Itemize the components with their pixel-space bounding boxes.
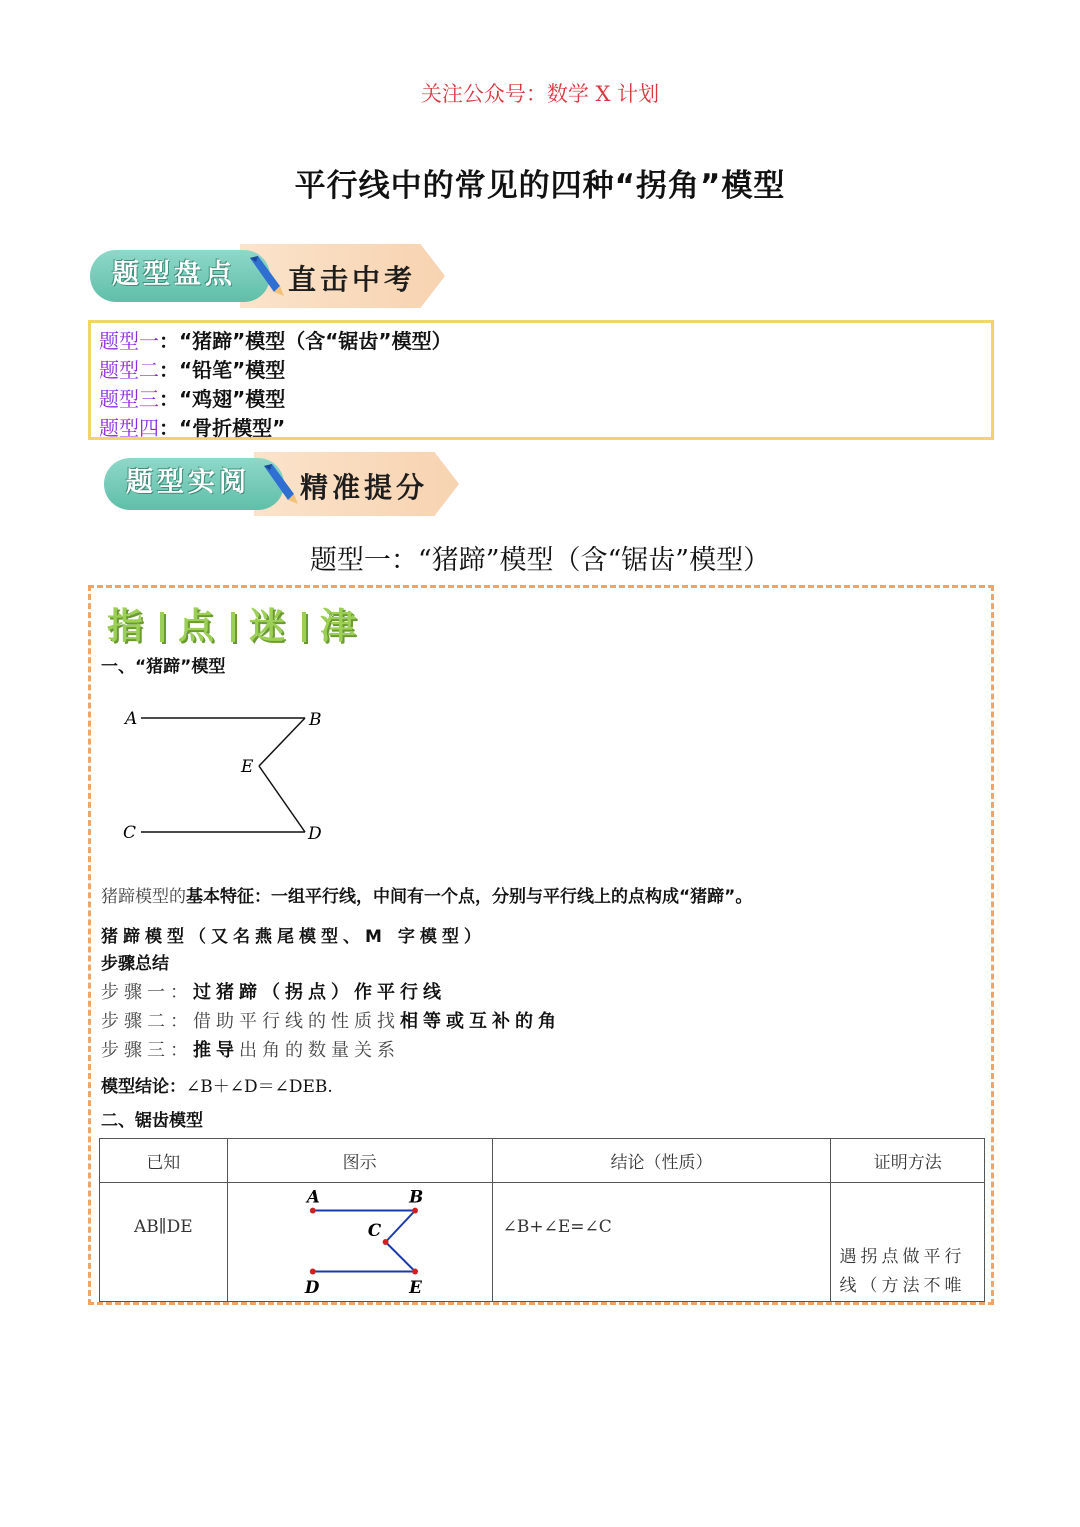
step-3 <box>101 1036 400 1062</box>
topic-tag: 题型四 <box>99 416 159 440</box>
topic-tag: 题型一 <box>99 329 159 353</box>
pig-hoof-figure <box>105 698 345 848</box>
step-label: 步骤三： <box>101 1040 193 1061</box>
point-label-d: D <box>308 824 322 844</box>
model-conclusion <box>101 1072 333 1097</box>
step-1 <box>101 978 446 1004</box>
banner-left-text: 题型实阅 <box>126 467 250 498</box>
figure-cell <box>227 1183 492 1302</box>
guide-char: 指 <box>107 606 147 647</box>
part2-heading: 二、锯齿模型 <box>101 1111 203 1131</box>
step-label: 步骤二： <box>101 1011 193 1032</box>
sawtooth-figure <box>228 1183 492 1301</box>
point-label-d: D <box>304 1277 320 1298</box>
topic-label: ：“铅笔”模型 <box>159 358 286 382</box>
conclusion-cell: ∠B+∠E=∠C <box>492 1183 831 1302</box>
header-note: 关注公众号：数学 X 计划 <box>420 82 660 106</box>
guide-heading <box>107 598 359 649</box>
table-header: 已知 <box>100 1139 228 1183</box>
topic-item <box>99 385 983 414</box>
step-bold: 过猪蹄（拐点）作平行线 <box>193 982 446 1003</box>
banner-topic-review <box>90 244 450 308</box>
topic-label: ：“鸡翅”模型 <box>159 387 286 411</box>
section-title: 题型一：“猪蹄”模型（含“锯齿”模型） <box>309 545 771 576</box>
topic-item <box>99 356 983 385</box>
topic-tag: 题型三 <box>99 387 159 411</box>
step-label: 步骤一： <box>101 982 193 1003</box>
table-row <box>100 1183 985 1302</box>
guide-char: 津 <box>320 606 360 647</box>
pen-icon <box>246 254 286 298</box>
feature-bold: 基本特征：一组平行线，中间有一个点，分别与平行线上的点构成“猪蹄”。 <box>186 887 753 907</box>
table-header: 结论（性质） <box>492 1139 831 1183</box>
content-box <box>88 585 994 1305</box>
guide-char: 迷 <box>249 606 289 647</box>
topic-label: ：“骨折模型” <box>159 416 286 440</box>
topic-item <box>99 414 983 443</box>
table-header: 图示 <box>227 1139 492 1183</box>
steps-title: 步骤总结 <box>101 954 169 974</box>
table-header: 证明方法 <box>831 1139 985 1183</box>
topic-list <box>88 320 994 440</box>
point-label-e: E <box>408 1277 422 1298</box>
guide-char: 点 <box>178 606 218 647</box>
feature-prefix: 猪蹄模型的 <box>101 887 186 907</box>
conclusion-formula: ∠B＋∠D＝∠DEB. <box>186 1077 333 1097</box>
banner-practice <box>104 452 464 516</box>
given-cell: AB∥DE <box>100 1183 228 1302</box>
topic-tag: 题型二 <box>99 358 159 382</box>
feature-text <box>101 882 752 907</box>
banner-right-text: 精准提分 <box>300 471 429 504</box>
step-2 <box>101 1007 561 1033</box>
method-cell: 遇拐点做平行线（方法不唯 <box>831 1183 985 1302</box>
point-label-c: C <box>123 823 137 843</box>
pen-icon <box>260 462 300 506</box>
page-title: 平行线中的常见的四种“拐角”模型 <box>294 168 786 204</box>
table-header-row <box>100 1139 985 1183</box>
point-label-a: A <box>125 709 138 729</box>
point-label-c: C <box>367 1220 381 1241</box>
banner-left-text: 题型盘点 <box>112 259 236 290</box>
step-rest: 出角的数量关系 <box>239 1040 400 1061</box>
point-label-a: A <box>306 1186 320 1207</box>
topic-item <box>99 327 983 356</box>
conclusion-label: 模型结论： <box>101 1077 186 1097</box>
banner-right-text: 直击中考 <box>288 263 417 296</box>
point-label-b: B <box>309 710 322 730</box>
step-rest: 借助平行线的性质找 <box>193 1011 400 1032</box>
model-alias: 猪蹄模型（又名燕尾模型、M 字模型） <box>101 927 486 947</box>
topic-label: ：“猪蹄”模型（含“锯齿”模型） <box>159 329 452 353</box>
step-bold: 推导 <box>193 1040 239 1061</box>
sawtooth-table <box>99 1138 985 1302</box>
point-label-e: E <box>241 757 254 777</box>
part1-heading: 一、“猪蹄”模型 <box>101 657 226 677</box>
point-label-b: B <box>408 1186 423 1207</box>
step-bold: 相等或互补的角 <box>400 1011 561 1032</box>
